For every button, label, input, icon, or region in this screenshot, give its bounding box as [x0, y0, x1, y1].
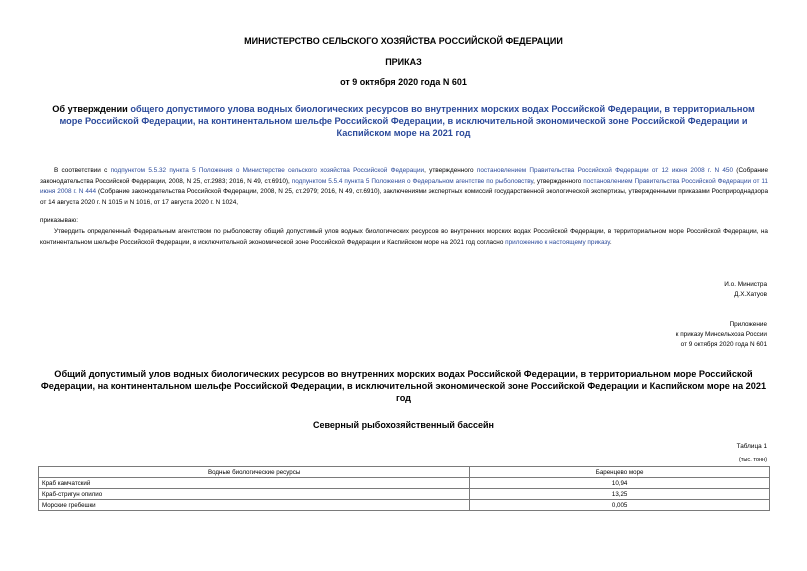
signature-position: И.о. Министра [724, 281, 767, 288]
ministry-name: МИНИСТЕРСТВО СЕЛЬСКОГО ХОЗЯЙСТВА РОССИЙСКОЙ ФЕДЕРАЦИИ [244, 36, 563, 46]
cell-species: Краб камчатский [39, 478, 470, 489]
basin-title: Северный рыбохозяйственный бассейн [313, 420, 494, 430]
table-row [39, 478, 770, 489]
preamble-text: (Собрание законодательства Российской Федерации, 2008, N 25, ст.2979; 2016, N 49, ст.6910), заключениями экспертных комиссий государственной экологической экспертизы, утвержденными приказами Росприроднадзора от 14 августа 2020 г. N 1015 и N 1016, от 17 августа 2020 г. N 1024, [40, 188, 768, 206]
appendix-date: от 9 октября 2020 года N 601 [680, 341, 767, 348]
signature-block [724, 280, 767, 300]
appendix-link[interactable]: приложению к настоящему приказу [505, 238, 610, 246]
preamble-text: В соответствии с [54, 167, 111, 174]
order-end: . [609, 238, 612, 246]
table-header-row [39, 467, 770, 478]
preamble-link-3[interactable]: подпунктом 5.5.4 пункта 5 Положения о Федеральном агентстве по рыболовству [291, 177, 534, 185]
preamble-text: , утвержденного [533, 177, 584, 185]
preamble-text: , утвержденного [424, 167, 477, 174]
preamble-link-2[interactable]: постановлением Правительства Российской Федерации от 12 июня 2008 г. N 450 [476, 167, 734, 174]
cell-value: 10,94 [470, 478, 770, 489]
table-caption: Таблица 1 [736, 443, 767, 450]
preamble-link-1[interactable]: подпунктом 5.5.32 пункта 5 Положения о Министерстве сельского хозяйства Российской Федерации [110, 167, 425, 174]
column-header-barents-sea: Баренцево море [470, 467, 770, 478]
preamble-link-4[interactable]: постановлением Правительства Российской Федерации от 11 июня 2008 г. N 444 [40, 177, 768, 195]
column-header-resources: Водные биологические ресурсы [39, 467, 470, 478]
table-row [39, 489, 770, 500]
table-unit: (тыс. тонн) [738, 457, 767, 463]
doc-title-link[interactable]: общего допустимого улова водных биологических ресурсов во внутренних морских водах Российской Федерации, в территориальном море Российской Федерации, на континентальном шельфе Российской Федерации, в исключительной экономической зоне Российской Федерации и Каспийском море на 2021 год [59, 104, 755, 138]
order-paragraph [40, 227, 768, 248]
signature-name: Д.Х.Хатуов [734, 291, 767, 298]
order-word: приказываю: [40, 217, 78, 224]
appendix-block [676, 320, 767, 350]
cell-value: 13,25 [470, 489, 770, 500]
appendix-label: Приложение [729, 321, 767, 328]
doc-date: от 9 октября 2020 года N 601 [340, 77, 467, 87]
order-text: Утвердить определенный Федеральным агентством по рыболовству общий допустимый улов водных биологических ресурсов во внутренних морских водах Российской Федерации, в территориальном море Российской Федерации, на континентальном шельфе Российской Федерации, в исключительной экономической зоне Российской Федерации и Каспийском море на 2021 год согласно [40, 228, 768, 246]
appendix-ref: к приказу Минсельхоза России [675, 331, 767, 338]
preamble-text: (Собрание законодательства Российской Федерации, 2008, N 25, ст.2983; 2016, N 49, ст.6910), [40, 167, 769, 185]
appendix-title: Общий допустимый улов водных биологических ресурсов во внутренних морских водах Российской Федерации, в территориальном море Российской Федерации, на континентальном шельфе Российской Федерации, в исключительной экономической зоне Российской Федерации и Каспийском море на 2021 год [40, 369, 767, 403]
preamble-paragraph [40, 166, 768, 208]
doc-title [40, 103, 767, 139]
doc-title-prefix: Об утверждении [52, 104, 131, 114]
table-row [39, 500, 770, 511]
cell-species: Морские гребешки [39, 500, 470, 511]
cell-value: 0,005 [470, 500, 770, 511]
cell-species: Краб-стригун опилио [39, 489, 470, 500]
doc-type: ПРИКАЗ [385, 57, 422, 67]
tac-table [38, 466, 770, 511]
